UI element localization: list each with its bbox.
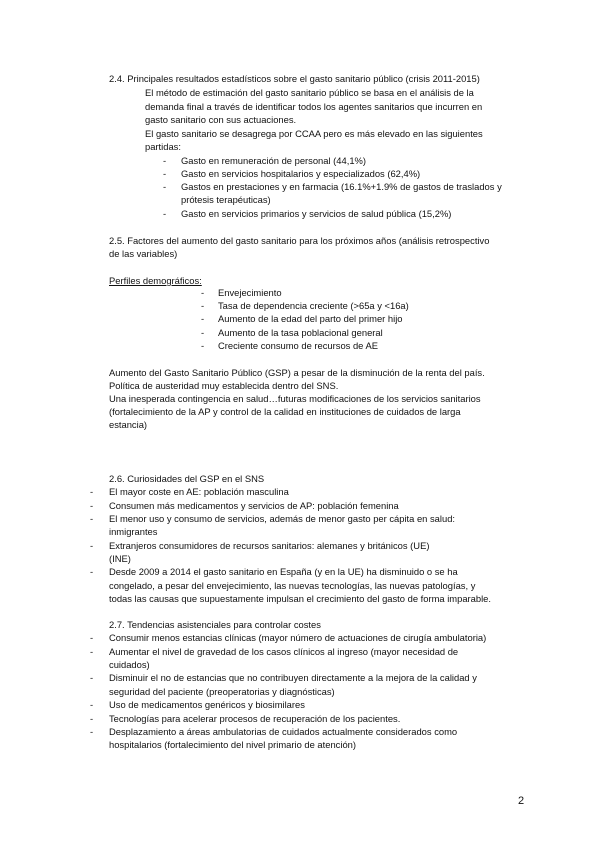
paragraph-line: partidas: — [145, 141, 181, 152]
list-dash: - — [163, 155, 167, 166]
list-item: Gasto en remuneración de personal (44,1%) — [181, 155, 367, 166]
list-item-continuation: seguridad del paciente (preoperatorias y diagnósticas) — [109, 686, 335, 697]
list-item: Desplazamiento a áreas ambulatorias de cuidados actualmente considerados como — [109, 726, 458, 737]
list-dash: - — [201, 327, 205, 338]
perfil-item: Aumento de la edad del parto del primer hijo — [218, 313, 403, 324]
perfil-item: Envejecimiento — [218, 287, 282, 298]
list-item: El menor uso y consumo de servicios, además de menor gasto per cápita en salud: — [109, 513, 456, 524]
list-item: Tecnologías para acelerar procesos de recuperación de los pacientes. — [109, 713, 401, 724]
list-dash: - — [163, 208, 167, 219]
list-item: Extranjeros consumidores de recursos sanitarios: alemanes y británicos (UE) — [109, 540, 430, 551]
list-item: El mayor coste en AE: población masculina — [109, 486, 289, 497]
list-dash: - — [201, 313, 205, 324]
page-number: 2 — [518, 795, 525, 807]
list-dash: - — [90, 540, 94, 551]
list-dash: - — [201, 340, 205, 351]
list-item-continuation: prótesis terapéuticas) — [181, 194, 271, 205]
section-2-5-heading: 2.5. Factores del aumento del gasto sanitario para los próximos años (análisis retrospectivo — [109, 235, 490, 246]
list-dash: - — [163, 168, 167, 179]
paragraph-line: El método de estimación del gasto sanitario público se basa en el análisis de la — [145, 87, 474, 98]
paragraph-line: estancia) — [109, 419, 148, 430]
list-item: Consumen más medicamentos y servicios de AP: población femenina — [109, 500, 399, 511]
list-dash: - — [90, 513, 94, 524]
list-item-continuation: inmigrantes — [109, 526, 158, 537]
perfil-item: Aumento de la tasa poblacional general — [218, 327, 383, 338]
list-item: Aumentar el nivel de gravedad de los casos clínicos al ingreso (mayor necesidad de — [109, 646, 459, 657]
list-dash: - — [90, 699, 94, 710]
list-dash: - — [201, 300, 205, 311]
section-2-5-heading-cont: de las variables) — [109, 248, 178, 259]
list-item: Desde 2009 a 2014 el gasto sanitario en España (y en la UE) ha disminuido o se ha — [109, 566, 458, 577]
list-dash: - — [90, 713, 94, 724]
paragraph-line: Aumento del Gasto Sanitario Público (GSP) a pesar de la disminución de la renta del país. — [109, 367, 485, 378]
perfil-item: Tasa de dependencia creciente (>65a y <16a) — [218, 300, 409, 311]
section-2-6-heading: 2.6. Curiosidades del GSP en el SNS — [109, 473, 265, 484]
list-item: Consumir menos estancias clínicas (mayor número de actuaciones de cirugía ambulatoria) — [109, 632, 487, 643]
section-2-7-heading: 2.7. Tendencias asistenciales para controlar costes — [109, 619, 321, 630]
paragraph-line: (fortalecimiento de la AP y control de la calidad en instituciones de cuidados de larga — [109, 406, 461, 417]
list-dash: - — [163, 181, 167, 192]
list-item-continuation: (INE) — [109, 553, 131, 564]
paragraph-line: gasto sanitario con sus actuaciones. — [145, 114, 297, 125]
list-dash: - — [201, 287, 205, 298]
list-item: Gasto en servicios primarios y servicios de salud pública (15,2%) — [181, 208, 452, 219]
paragraph-line: El gasto sanitario se desagrega por CCAA pero es más elevado en las siguientes — [145, 128, 483, 139]
paragraph-line: Política de austeridad muy establecida dentro del SNS. — [109, 380, 339, 391]
list-item: Gastos en prestaciones y en farmacia (16.1%+1.9% de gastos de traslados y — [181, 181, 502, 192]
list-dash: - — [90, 726, 94, 737]
list-dash: - — [90, 632, 94, 643]
perfil-item: Creciente consumo de recursos de AE — [218, 340, 378, 351]
list-dash: - — [90, 672, 94, 683]
paragraph-line: Una inesperada contingencia en salud…futuras modificaciones de los servicios sanitarios — [109, 393, 481, 404]
list-item-continuation: congelado, a pesar del envejecimiento, las nuevas tecnologías, las nuevas patologías, y — [109, 580, 476, 591]
list-item: Uso de medicamentos genéricos y biosimilares — [109, 699, 305, 710]
list-dash: - — [90, 500, 94, 511]
list-dash: - — [90, 486, 94, 497]
list-dash: - — [90, 566, 94, 577]
list-item-continuation: hospitalarios (fortalecimiento del nivel primario de atención) — [109, 739, 356, 750]
paragraph-line: demanda final a través de identificar todos los agentes sanitarios que incurren en — [145, 101, 483, 112]
list-item-continuation: cuidados) — [109, 659, 150, 670]
list-item-continuation: todas las causas que supuestamente impulsan el crecimiento del gasto de forma imparable. — [109, 593, 491, 604]
perfiles-label: Perfiles demográficos: — [109, 275, 202, 286]
list-dash: - — [90, 646, 94, 657]
list-item: Disminuir el no de estancias que no contribuyen directamente a la mejora de la calidad y — [109, 672, 477, 683]
section-2-4-heading: 2.4. Principales resultados estadísticos sobre el gasto sanitario público (crisis 2011-2015) — [109, 73, 480, 84]
list-item: Gasto en servicios hospitalarios y especializados (62,4%) — [181, 168, 421, 179]
